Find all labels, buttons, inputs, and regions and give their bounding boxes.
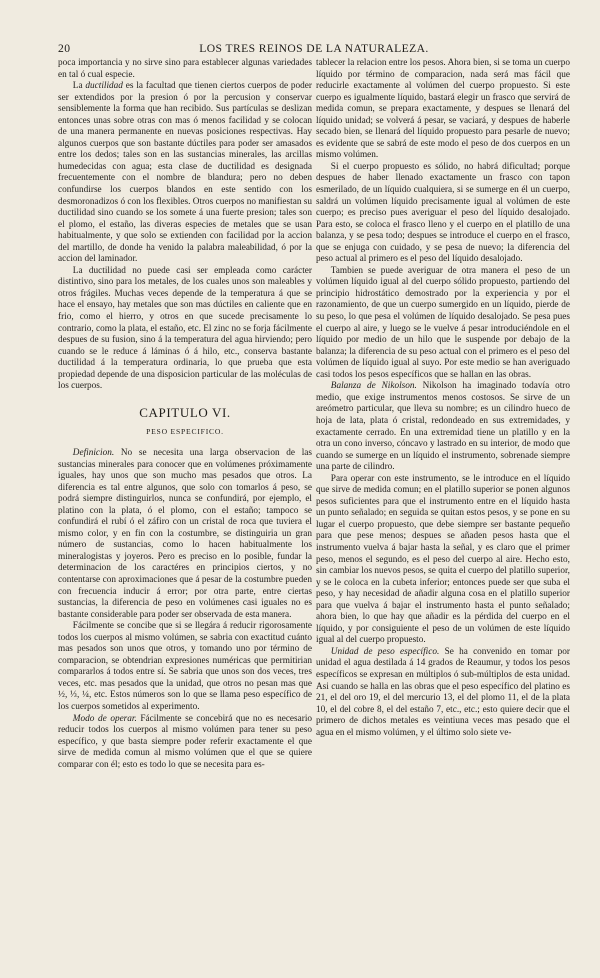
paragraph-text: Fácilmente se concebirá que no es necesario reducir todos los cuerpos al mismo volúmen para tener su peso específico, y que basta siempre poder referir exactamente el que sirve de medida comun al mismo volúmen que el que se quiere comparar con él; esto es todo lo que se necesita para es- bbox=[58, 713, 313, 770]
paragraph: poca importancia y no sirve sino para establecer algunas variedades en tal ó cual especie. bbox=[58, 58, 312, 80]
term-modo-de-operar: Modo de operar. bbox=[72, 713, 137, 724]
chapter-heading: CAPITULO VI. bbox=[139, 404, 231, 420]
term-definicion: Definicion. bbox=[72, 447, 115, 458]
term-balanza-nikolson: Balanza de Nikolson. bbox=[330, 381, 417, 392]
paragraph-text: Se ha convenido en tomar por unidad el agua destilada á 14 grados de Reaumur, y todos los pesos específicos se expresan en múltiplos ó sub-múltiplos de esta unidad. Asi cuando se halla en las obras que el peso específico del platino es 21, el del oro 19, el del mercurio 13, el del plomo 11, el de la plata 10, el del cobre 8, el del estaño 7, etc., etc.; esto quiere decir que el primero de dichos metales es veintiuna veces mas pesado que el agua en el mismo volúmen, y el último solo siete ve- bbox=[316, 646, 571, 738]
paragraph-modo-de-operar bbox=[58, 714, 312, 772]
paragraph-definicion bbox=[58, 448, 312, 621]
paragraph-text: No se necesita una larga observacion de las sustancias minerales para conocer que en volúmenes próximamente iguales, hay unos que son mucho mas pesados que otros. La diferencia es tal entre algunos, que solo con tomarlos á peso, se podrá siempre distinguirlos, nunca se confundirá, por ejemplo, el platino con la plata, ó el plomo, con el estaño; tampoco se confundirá el rubí ó el záfiro con un cristal de roca que tuviera el mismo color, y en fin con la costumbre, se distinguiria un gran número de sustancias, como lo hacen habitualmente los mineralogistas y joyeros. Pero es preciso en lo posible, fundar la determinacion de los caractéres en principios ciertos, y no contentarse con aproximaciones que á pesar de la costumbre pueden con frecuencia inducir á error; por otra parte, entre ciertas sustancias, la diferencia de peso en volúmenes casi iguales no es bastante considerable para poder ser observada de esta manera. bbox=[58, 447, 312, 620]
paragraph-unidad-peso bbox=[316, 647, 570, 739]
paragraph: La ductilidad no puede casi ser empleada como carácter distintivo, sino para los metales, de los cuales unos son maleables y otros frágiles. Muchas veces depende de la temperatura á que se hace el ensayo, hay metales que son mas dúctiles en caliente que en frio, como el hierro, y otros en que sucede precisamente lo contrario, como la plata, el estaño, etc. El zinc no se forja fácilmente despues de su fusion, sino á la temperatura del agua hirviendo; pero cuando se le reduce á láminas ó á hilo, etc., conserva bastante ductilidad á la temperatura ordinaria, lo que prueba que esta propiedad depende de una disposicion particular de las moléculas de los cuerpos. bbox=[58, 265, 312, 392]
paragraph-text: es la facultad que tienen ciertos cuerpos de poder ser extendidos por la presion ó por la percusion y conservar sensiblemente la forma que han recibido. Sus partículas se deslizan entonces unas sobre otras con mas ó menos facilidad y se colocan de una manera permanente en nuevas posiciones respectivas. Hay algunos cuerpos que son bastante dúctiles para poder ser amasados entre los dedos; tales son en las sustancias minerales, las arcillas humedecidas con agua; esta clase de ductilidad es designada frecuentemente con el nombre de blandura; pero no deben confundirse los cuerpos blandos en este sentido con los desmoronadizos ó con los flexibles. Otros cuerpos no manifiestan su ductilidad sino cuando se los somete á una fuerte presion; tales son el plomo, el estaño, las diveras especies de metales que se usan habitualmente, y que solo se extienden con facilidad por la accion del martillo, de donde ha venido la palabra maleabilidad, ó por la accion del laminador. bbox=[58, 81, 312, 265]
paragraph: Si el cuerpo propuesto es sólido, no habrá dificultad; porque despues de haber llenado exactamente un frasco con tapon esmerilado, de un líquido cualquiera, si se sumerge en él un cuerpo, saldrá un volúmen líquido precisamente igual al volúmen de este cuerpo; es preciso pues averiguar el peso del líquido desalojado. Para esto, se coloca el frasco lleno y el cuerpo en el platillo de una balanza, y se pesa todo; despues se introduce el cuerpo en el frasco, que se enjuga con cuidado, y se pesa de nuevo; la diferencia del peso actual al primero es el peso del líquido desalojado. bbox=[316, 161, 570, 265]
paragraph-balanza-nikolson bbox=[316, 381, 570, 473]
page-number: 20 bbox=[58, 42, 71, 55]
running-head: LOS TRES REINOS DE LA NATURALEZA. bbox=[199, 42, 429, 55]
right-column bbox=[316, 58, 570, 739]
paragraph-lead: La bbox=[72, 81, 86, 92]
paragraph: tablecer la relacion entre los pesos. Ahora bien, si se toma un cuerpo líquido por término de comparacion, nada será mas fácil que reducirle exactamente al volúmen del cuerpo propuesto. Si este cuerpo es igualmente líquido, bastará elegir un frasco que servirá de medida comun, se prepara exactamente, y despues se llenará del líquido unidad; se volverá á pesar, se vaciará, y despues de haberle secado bien, se llenará del líquido propuesto para pesarle de nuevo; es evidente que se sabrá de este modo el peso de dos cuerpos en un mismo volúmen. bbox=[316, 58, 570, 161]
term-unidad-peso: Unidad de peso específico. bbox=[330, 646, 440, 657]
paragraph-ductilidad bbox=[58, 81, 312, 266]
term-ductilidad: ductilidad bbox=[85, 81, 123, 92]
paragraph: Tambien se puede averiguar de otra manera el peso de un volúmen líquido igual al del cuerpo sólido propuesto, partiendo del principio hidrostático demostrado por la experiencia y por el razonamiento, de que un cuerpo sumergido en un líquido, pierde de su peso, lo que pesa el volúmen de líquido desalojado. Se pesa pues el cuerpo al aire, y luego se le vuelve á pesar introduciéndole en el líquido por medio de un hilo que le suspende por debajo de la balanza; la diferencia de su peso actual con el primero es el peso del volúmen de líquido igual al suyo. Por este medio se han averiguado casi todos los pesos específicos que se hallan en las obras. bbox=[316, 265, 570, 380]
paragraph: Para operar con este instrumento, se le introduce en el líquido que sirve de medida comun; en el platillo superior se ponen algunos pesos suficientes para que el instrumento entre en el líquido hasta un punto señalado; en seguida se quitan estos pesos, y se pone en su lugar el cuerpo propuesto, que debe siempre ser bastante pequeño para que pese menos; despues se añaden pesos hasta que el instrumento vuelva á bajar hasta la señal, y es claro que el primer peso, menos el segundo, es el peso del cuerpo al aire. Hecho esto, sin cambiar los nuevos pesos, se quita el cuerpo del platillo superior, y se le coloca en la cubeta inferior; entonces puede ser que suba el peso, y hay necesidad de añadir alguna cosa en el platillo superior para que vuelva á bajar el instrumento hasta el punto señalado; ahora bien, lo que hay que añadir es la pérdida del cuerpo en el líquido, y por consiguiente el peso de un volúmen de este líquido igual al del cuerpo propuesto. bbox=[316, 473, 570, 646]
paragraph: Fácilmente se concibe que si se llegára á reducir rigorosamente todos los cuerpos al mismo volúmen, se sabria con exactitud cuánto mas pesados son unos que otros, y tomando uno por término de comparacion, se obtendrian expresiones numéricas que permitirian compararlos á todos entre sí. Se sabria que unos son dos veces, tres veces, etc. mas pesados que la unidad, que otros no pesan mas que ½, ⅓, ¼, etc. Estos números son lo que se llama peso específico de los cuerpos sometidos al experimento. bbox=[58, 621, 312, 712]
left-column bbox=[58, 58, 312, 771]
paragraph-text: Nikolson ha imaginado todavía otro medio, que exige instrumentos menos costosos. Se sirve de un areómetro particular, que lleva su nombre; es un cilindro hueco de hoja de lata, plata ó cristal, redondeado en sus extremidades, y exactamente cerrado. En una extremidad tiene un platillo y en la otra un cono inverso, cóncavo y lastrado en su interior, de modo que cuando se sumerge en un líquido el instrumento, sobrenade siempre una parte de cilindro. bbox=[316, 381, 570, 473]
section-heading: PESO ESPECIFICO. bbox=[146, 427, 224, 437]
